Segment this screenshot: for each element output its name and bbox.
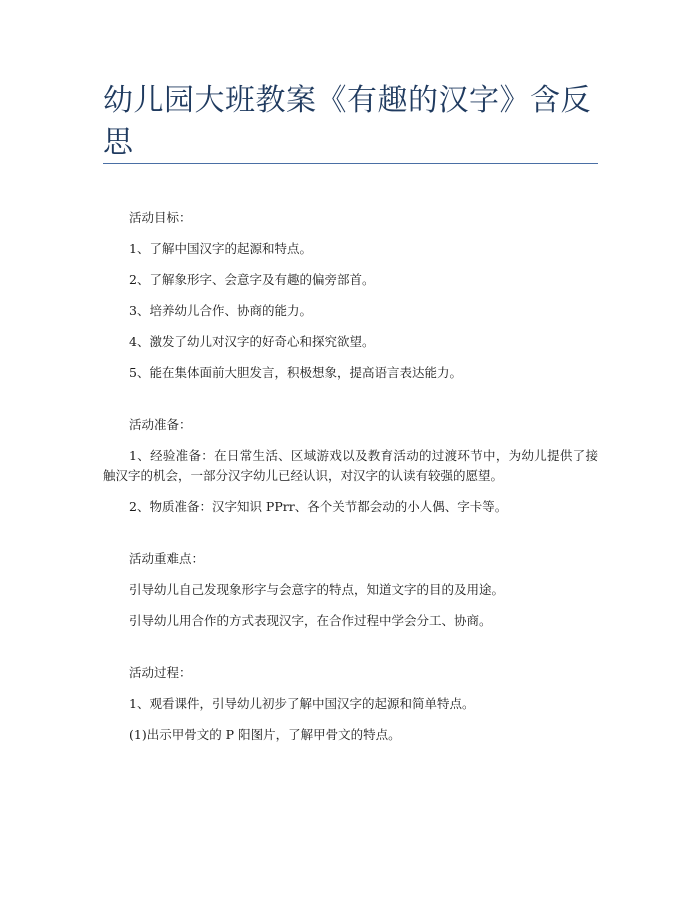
section-heading: 活动重难点：	[129, 551, 205, 566]
document-title: 幼儿园大班教案《有趣的汉字》含反思	[103, 83, 591, 160]
paragraph: 4、激发了幼儿对汉字的好奇心和探究欲望。	[129, 334, 375, 349]
title-divider	[103, 163, 598, 164]
section-heading: 活动目标：	[129, 210, 192, 225]
section-activity-process	[103, 663, 598, 745]
paragraph: 1、了解中国汉字的起源和特点。	[129, 241, 312, 256]
paragraph: (1)出示甲骨文的 P 阳图片，了解甲骨文的特点。	[129, 727, 401, 742]
paragraph: 1、经验准备：在日常生活、区域游戏以及教育活动的过渡环节中，为幼儿提供了接触汉字的机会，一部分汉字幼儿已经认识，对汉字的认读有较强的愿望。	[103, 448, 598, 483]
paragraph: 引导幼儿用合作的方式表现汉字，在合作过程中学会分工、协商。	[129, 613, 492, 628]
paragraph: 2、物质准备：汉字知识 PPrr、各个关节都会动的小人偶、字卡等。	[129, 499, 508, 514]
section-heading: 活动过程：	[129, 665, 192, 680]
paragraph: 1、观看课件，引导幼儿初步了解中国汉字的起源和简单特点。	[129, 696, 475, 711]
section-activity-preparation	[103, 415, 598, 517]
document-body	[103, 208, 598, 777]
paragraph: 5、能在集体面前大胆发言，积极想象，提高语言表达能力。	[129, 365, 462, 380]
paragraph: 3、培养幼儿合作、协商的能力。	[129, 303, 312, 318]
section-key-points	[103, 549, 598, 631]
section-heading: 活动准备：	[129, 417, 192, 432]
paragraph: 引导幼儿自己发现象形字与会意字的特点，知道文字的目的及用途。	[129, 582, 505, 597]
section-activity-goals	[103, 208, 598, 383]
paragraph: 2、了解象形字、会意字及有趣的偏旁部首。	[129, 272, 375, 287]
